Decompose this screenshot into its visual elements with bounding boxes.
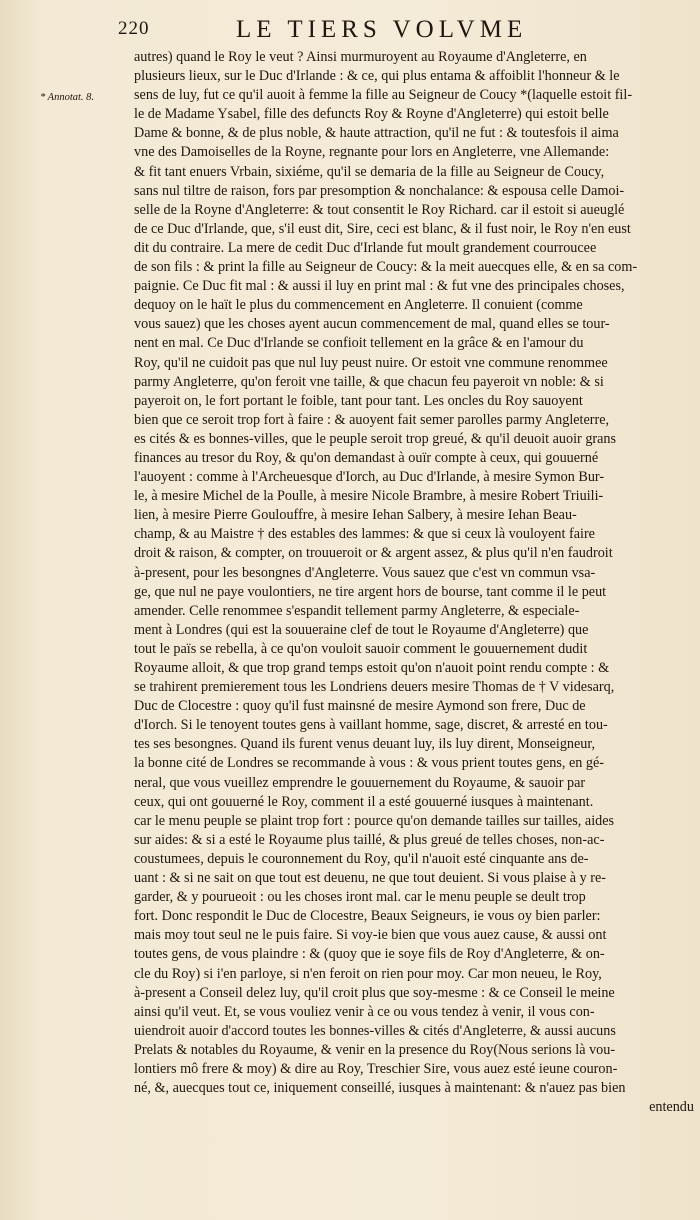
text-line: sans nul tiltre de raison, fors par presomption & nonchalance: & espousa celle Damoi- <box>134 182 625 199</box>
text-line: ainsi qu'il veut. Et, se vous vouliez venir à ce ou vous tendez à venir, il vous con- <box>134 1003 595 1020</box>
text-line: sens de luy, fut ce qu'il auoit à femme la fille au Seigneur de Coucy *(laquelle estoit fil- <box>134 87 633 104</box>
text-line: droit & raison, & compter, on trouueroit or & argent assez, & plus qu'il n'en faudroit <box>134 545 613 562</box>
text-line: champ, & au Maistre † des estables des lammes: & que si ceux là vouloyent faire <box>134 526 595 543</box>
text-line: lien, à mesire Pierre Goulouffre, à mesire Iehan Salbery, à mesire Iehan Beau- <box>134 507 577 524</box>
text-line: uant : & si ne sait on que tout est deuenu, ne que tout deuient. Si vous plaise à y re- <box>134 870 607 887</box>
text-line: le, à mesire Michel de la Poulle, à mesire Nicole Brambre, à mesire Robert Triuili- <box>134 488 604 505</box>
text-line: d'Iorch. Si le tenoyent toutes gens à vaillant homme, sage, discret, & arresté en tou- <box>134 717 608 734</box>
text-line: paignie. Ce Duc fit mal : & aussi il luy en print mal : & fut vne des principales choses, <box>134 278 625 295</box>
text-line: plusieurs lieux, sur le Duc d'Irlande : & ce, qui plus entama & affoiblit l'honneur & le <box>134 68 620 85</box>
text-line: Royaume alloit, & que trop grand temps estoit qu'on n'auoit point rendu compte : & <box>134 660 610 676</box>
text-line: la bonne cité de Londres se recommande à vous : & vous prient toutes gens, en gé- <box>134 755 605 772</box>
text-line: sur aides: & si a esté le Royaume plus taillé, & plus greué de telles choses, non-ac- <box>134 831 605 848</box>
text-line: coustumees, depuis le couronnement du Roy, qu'il n'auoit esté cinquante ans de- <box>134 850 589 867</box>
text-line: es cités & es bonnes-villes, que le peuple seroit trop greué, & qu'il deuoit auoir grans <box>134 430 617 447</box>
text-line: ceux, qui ont gouuerné le Roy, comment il a esté gouuerné iusques à maintenant. <box>134 793 594 810</box>
text-line: amender. Celle renommee s'espandit tellement parmy Angleterre, & especiale- <box>134 602 580 619</box>
text-line: lontiers mô frere & moy) & dire au Roy, Treschier Sire, vous auez esté ieune couron- <box>134 1060 618 1077</box>
catchword: entendu <box>649 1099 694 1116</box>
page-number: 220 <box>118 18 150 39</box>
main-text <box>134 48 694 1117</box>
text-line: payeroit on, le fort portant le foible, tant pour tant. Les oncles du Roy sauoyent <box>134 392 583 409</box>
text-line: mais moy tout seul ne le puis faire. Si voy-ie bien que vous auez cause, & aussi ont <box>134 927 607 944</box>
text-line: bien que ce seroit trop fort à faire : & auoyent fait semer parolles parmy Angleterre, <box>134 411 610 428</box>
text-line: Duc de Clocestre : quoy qu'il fust mainsné de mesire Aymond son frere, Duc de <box>134 698 586 715</box>
text-line: vous sauez) que les choses ayent aucun commencement de mal, quand elles se tour- <box>134 316 610 333</box>
text-line: cle du Roy) si i'en parloye, si n'en feroit on rien pour moy. Car mon neueu, le Roy, <box>134 965 602 982</box>
text-line: uiendroit auoir d'accord toutes les bonnes-villes & cités d'Angleterre, & aussi aucuns <box>134 1022 616 1039</box>
text-line: ment à Londres (qui est la souueraine clef de tout le Royaume d'Angleterre) que <box>134 621 589 638</box>
text-line: se trahirent premierement tous les Londriens deuers mesire Thomas de † V videsarq, <box>134 679 615 696</box>
text-line: finances au tresor du Roy, & qu'on demandast à ouïr compte à ceux, qui gouuerné <box>134 449 599 466</box>
text-line: de ce Duc d'Irlande, que, s'il eust dit, Sire, ceci est blanc, & il fust noir, le Roy n'en eust <box>134 220 631 237</box>
text-line: autres) quand le Roy le veut ? Ainsi murmuroyent au Royaume d'Angleterre, en <box>134 49 587 65</box>
text-line: de son fils : & print la fille au Seigneur de Coucy: & la meit auecques elle, & en sa com- <box>134 259 638 276</box>
text-line: fort. Donc respondit le Duc de Clocestre, Beaux Seigneurs, ie vous oy bien parler: <box>134 908 601 925</box>
text-line: dequoy on le haït le plus du commencement en Angleterre. Il conuient (comme <box>134 297 583 314</box>
text-line: le de Madame Ysabel, fille des defuncts Roy & Royne d'Angleterre) qui estoit belle <box>134 106 609 123</box>
text-line: tes ses besongnes. Quand ils furent venus deuant luy, ils luy dirent, Monseigneur, <box>134 736 596 753</box>
text-line: dit du contraire. La mere de cedit Duc d'Irlande fut moult grandement courroucee <box>134 239 597 256</box>
text-line: parmy Angleterre, qu'on feroit vne taille, & que chacun feu payeroit vn noble: & si <box>134 373 604 390</box>
text-line: né, &, auecques tout ce, iniquement conseillé, iusques à maintenant: & n'auez pas bien <box>134 1080 626 1097</box>
running-title: LE TIERS VOLVME <box>236 16 528 43</box>
text-line: vne des Damoiselles de la Royne, regnante pour lors en Angleterre, vne Allemande: <box>134 144 610 161</box>
text-line: garder, & y pourueoit : ou les choses iront mal. car le menu peuple se deult trop <box>134 889 586 906</box>
margin-note-annotation <box>40 92 132 104</box>
text-line: à-present a Conseil delez luy, qu'il croit plus que soy-mesme : & ce Conseil le meine <box>134 984 615 1001</box>
text-line: Roy, qu'il ne cuidoit pas que nul luy peust nuire. Or estoit vne commune renommee <box>134 354 608 371</box>
text-line: ge, que nul ne paye voulontiers, ne tire argent hors de bourse, tant comme il le peut <box>134 583 607 600</box>
text-line: selle de la Royne d'Angleterre: & tout consentit le Roy Richard. car il estoit si aueuglé <box>134 201 625 218</box>
margin-note-line: * Annotat. 8. <box>40 92 95 103</box>
text-line: car le menu peuple se plaint trop fort : pource qu'on demande tailles sur tailles, aides <box>134 812 615 829</box>
running-head <box>118 18 698 46</box>
text-line: Dame & bonne, & de plus noble, & haute attraction, qu'il ne fut : & toutesfois il aima <box>134 125 619 142</box>
text-line: toutes gens, de vous plaindre : & (quoy que ie soye fils de Roy d'Angleterre, & on- <box>134 946 605 963</box>
text-line: tout le païs se rebella, à ce qu'on vouloit sauoir comment le gouuernement dudit <box>134 640 588 657</box>
text-line: & fit tant enuers Vrbain, sixiéme, qu'il se demaria de la fille au Seigneur de Coucy, <box>134 163 605 180</box>
text-line: neral, que vous vueillez emprendre le gouuernement du Royaume, & sauoir par <box>134 774 586 791</box>
text-line: nent en mal. Ce Duc d'Irlande se confioit tellement en la grâce & en l'amour du <box>134 335 584 352</box>
text-line: à-present, pour les besongnes d'Angleterre. Vous sauez que c'est vn commun vsa- <box>134 564 596 581</box>
text-line: Prelats & notables du Royaume, & venir en la presence du Roy(Nous serions là vou- <box>134 1041 616 1058</box>
text-line: l'auoyent : comme à l'Archeuesque d'Iorch, au Duc d'Irlande, à mesire Symon Bur- <box>134 469 605 486</box>
